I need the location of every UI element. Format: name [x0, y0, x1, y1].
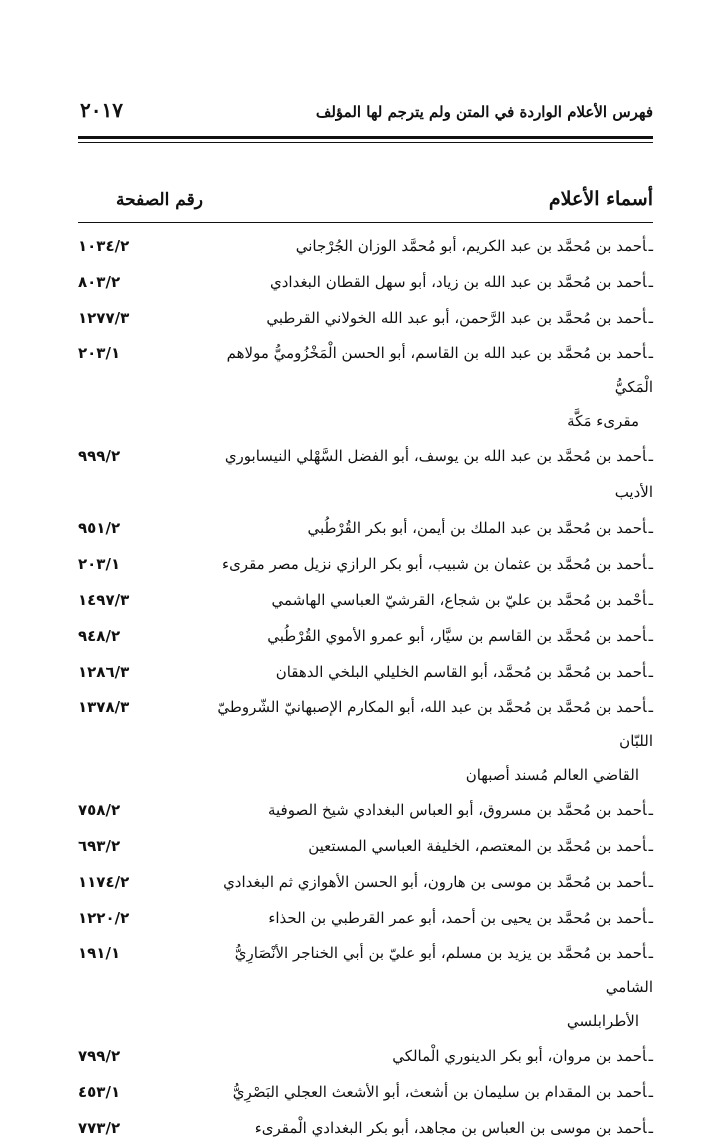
- entry-name: أحمد بن مُحمَّد بن القاسم بن سيَّار، أبو عمرو الأموي القُرْطُبي: [267, 627, 647, 645]
- entry-page-ref: ٩٥١/٢: [78, 519, 121, 537]
- entry-dash: ـ: [648, 944, 653, 962]
- entry-dash: ـ: [648, 909, 653, 927]
- entry-dash: ـ: [648, 663, 653, 681]
- index-entry: [78, 582, 653, 618]
- entry-continuation: الأطرابلسي: [566, 1012, 639, 1030]
- index-entry: [78, 792, 653, 828]
- index-entries: [78, 228, 653, 1146]
- entry-name: أحمد بن مُحمَّد بن عبد الرَّحمن، أبو عبد الله الخولاني القرطبي: [266, 309, 647, 327]
- entry-dash: ـ: [648, 555, 653, 573]
- index-entry: [78, 690, 653, 792]
- entry-page-ref: ١٢٢٠/٢: [78, 909, 130, 927]
- index-entry: [78, 1074, 653, 1110]
- entry-name: أحمد بن مُحمَّد بن عبد الله بن يوسف، أبو الفضل السَّهْلي النيسابوري الأديب: [224, 447, 653, 501]
- entry-name: أحمد بن مروان، أبو بكر الدينوري الْمالكي: [392, 1047, 647, 1065]
- entry-page-ref: ١٤٩٧/٣: [78, 591, 130, 609]
- entry-name: أحمد بن مُحمَّد بن عبد الله بن زياد، أبو سهل القطان البغدادي: [269, 273, 647, 291]
- entry-page-ref: ٩٩٩/٢: [78, 447, 121, 465]
- entry-page-ref: ١٩١/١: [78, 944, 121, 962]
- entry-continuation: القاضي العالم مُسند أصبهان: [465, 766, 639, 784]
- column-headings: [78, 188, 653, 210]
- index-entry: [78, 828, 653, 864]
- entry-dash: ـ: [648, 344, 653, 362]
- entry-name: أحمد بن مُحمَّد بن عبد الملك بن أيمن، أبو بكر القُرْطُبي: [307, 519, 647, 537]
- entry-page-ref: ١٠٣٤/٢: [78, 237, 130, 255]
- entry-dash: ـ: [648, 519, 653, 537]
- index-entry: [78, 546, 653, 582]
- entry-name: أحمد بن مُحمَّد بن عبد الكريم، أبو مُحمَّد الوزان الجُرْجاني: [295, 237, 647, 255]
- entry-page-ref: ٩٤٨/٢: [78, 627, 121, 645]
- entry-dash: ـ: [648, 591, 653, 609]
- index-entry: [78, 1110, 653, 1146]
- header-rule-thin: [78, 142, 653, 143]
- entry-name: أحمد بن مُحمَّد بن مسروق، أبو العباس البغدادي شيخ الصوفية: [267, 801, 647, 819]
- entry-name: أحمد بن مُحمَّد بن موسى بن هارون، أبو الحسن الأهوازي ثم البغدادي: [223, 873, 647, 891]
- entry-name: أحمد بن موسى بن العباس بن مجاهد، أبو بكر البغدادي الْمقرىء: [254, 1119, 647, 1137]
- entry-page-ref: ٧٥٨/٢: [78, 801, 121, 819]
- index-entry: [78, 864, 653, 900]
- entry-name: أحمد بن مُحمَّد بن مُحمَّد بن عبد الله، أبو المكارم الإصبهانيّ الشّروطيّ اللبّان: [217, 698, 653, 750]
- entry-page-ref: ٦٩٣/٢: [78, 837, 121, 855]
- entry-dash: ـ: [648, 273, 653, 291]
- entry-page-ref: ١٢٨٦/٣: [78, 663, 130, 681]
- entry-name: أحْمد بن مُحمَّد بن عليّ بن شجاع، القرشيّ العباسي الهاشمي: [271, 591, 647, 609]
- entry-name: أحمد بن مُحمَّد بن يزيد بن مسلم، أبو عليّ بن أبي الخناجر الأنْصَارِيُّ الشامي: [234, 944, 653, 996]
- entry-page-ref: ٧٩٩/٢: [78, 1047, 121, 1065]
- index-entry: [78, 264, 653, 300]
- entry-dash: ـ: [648, 1119, 653, 1137]
- running-header: [80, 98, 653, 122]
- index-entry: [78, 336, 653, 438]
- entry-dash: ـ: [648, 698, 653, 716]
- index-entry: [78, 510, 653, 546]
- index-entry: [78, 654, 653, 690]
- entry-dash: ـ: [648, 801, 653, 819]
- header-rule-thick: [78, 136, 653, 139]
- entry-dash: ـ: [648, 627, 653, 645]
- entry-dash: ـ: [648, 1047, 653, 1065]
- entry-page-ref: ٢٠٣/١: [78, 344, 121, 362]
- entry-dash: ـ: [648, 837, 653, 855]
- page-number: ٢٠١٧: [80, 98, 123, 122]
- entry-name: أحمد بن مُحمَّد بن عثمان بن شبيب، أبو بكر الرازي نزيل مصر مقرىء: [222, 555, 647, 573]
- entry-dash: ـ: [648, 237, 653, 255]
- entry-page-ref: ٨٠٣/٢: [78, 273, 121, 291]
- running-title: فهرس الأعلام الواردة في المتن ولم يترجم لها المؤلف: [315, 103, 653, 121]
- column-heading-rule: [78, 222, 653, 223]
- index-entry: [78, 618, 653, 654]
- entry-dash: ـ: [648, 309, 653, 327]
- entry-continuation: مقرىء مَكَّة: [567, 412, 639, 430]
- page-column-heading: رقم الصفحة: [116, 190, 203, 210]
- entry-name: أحمد بن المقدام بن سليمان بن أشعث، أبو الأشعث العجلي البَصْرِيُّ: [232, 1083, 647, 1101]
- entry-name: أحمد بن مُحمَّد بن المعتصم، الخليفة العباسي المستعين: [308, 837, 647, 855]
- entry-dash: ـ: [648, 1083, 653, 1101]
- entry-page-ref: ١٢٧٧/٣: [78, 309, 130, 327]
- index-entry: [78, 300, 653, 336]
- entry-page-ref: ١٣٧٨/٣: [78, 698, 130, 716]
- entry-dash: ـ: [648, 447, 653, 465]
- entry-name: أحمد بن مُحمَّد بن مُحمَّد، أبو القاسم الخليلي البلخي الدهقان: [275, 663, 647, 681]
- entry-name: أحمد بن مُحمَّد بن عبد الله بن القاسم، أبو الحسن الْمَخْزُوميُّ مولاهم الْمَكيُّ: [226, 344, 653, 396]
- index-entry: [78, 1038, 653, 1074]
- index-entry: [78, 228, 653, 264]
- entry-page-ref: ٧٧٣/٢: [78, 1119, 121, 1137]
- entry-page-ref: ٢٠٣/١: [78, 555, 121, 573]
- entry-name: أحمد بن مُحمَّد بن يحيى بن أحمد، أبو عمر القرطبي بن الحذاء: [268, 909, 647, 927]
- index-entry: [78, 900, 653, 936]
- names-column-heading: أسماء الأعلام: [548, 188, 653, 210]
- index-entry: [78, 936, 653, 1038]
- entry-page-ref: ١١٧٤/٢: [78, 873, 130, 891]
- index-entry: [78, 438, 653, 510]
- entry-dash: ـ: [648, 873, 653, 891]
- entry-page-ref: ٤٥٣/١: [78, 1083, 121, 1101]
